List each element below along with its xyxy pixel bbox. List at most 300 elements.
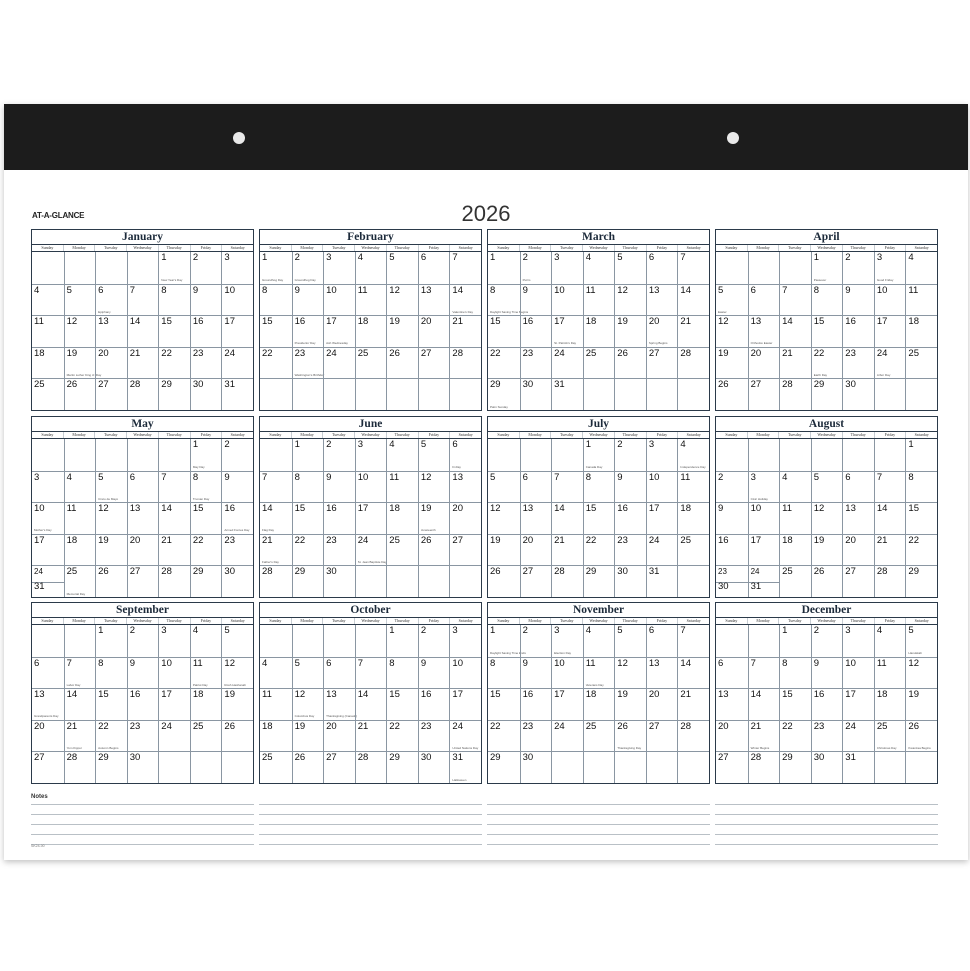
day-cell[interactable]	[386, 315, 418, 347]
day-cell[interactable]	[32, 502, 64, 534]
day-cell[interactable]	[551, 315, 583, 347]
day-cell[interactable]	[677, 751, 709, 783]
day-cell[interactable]	[32, 751, 64, 783]
day-cell[interactable]	[323, 471, 355, 503]
day-cell[interactable]	[646, 378, 678, 410]
day-cell[interactable]	[95, 534, 127, 566]
day-cell[interactable]	[874, 439, 906, 471]
day-cell[interactable]	[386, 534, 418, 566]
day-cell[interactable]	[449, 720, 481, 752]
day-cell[interactable]	[95, 657, 127, 689]
day-cell[interactable]	[386, 439, 418, 471]
day-cell[interactable]	[646, 502, 678, 534]
day-cell[interactable]	[355, 657, 387, 689]
day-cell[interactable]	[811, 534, 843, 566]
day-cell[interactable]	[95, 252, 127, 284]
day-cell[interactable]	[221, 657, 253, 689]
day-cell[interactable]	[677, 347, 709, 379]
day-cell[interactable]	[488, 315, 520, 347]
day-cell[interactable]	[323, 284, 355, 316]
day-cell[interactable]	[449, 347, 481, 379]
day-cell[interactable]	[905, 751, 937, 783]
day-cell[interactable]	[323, 720, 355, 752]
day-cell[interactable]	[386, 688, 418, 720]
day-cell[interactable]	[64, 439, 96, 471]
day-cell[interactable]	[748, 534, 780, 566]
day-cell[interactable]	[449, 625, 481, 657]
day-cell[interactable]	[190, 315, 222, 347]
day-cell[interactable]	[158, 471, 190, 503]
day-cell[interactable]	[811, 471, 843, 503]
day-cell[interactable]	[677, 502, 709, 534]
day-cell[interactable]	[842, 252, 874, 284]
day-cell[interactable]	[355, 471, 387, 503]
day-cell[interactable]	[292, 252, 324, 284]
day-cell[interactable]	[716, 315, 748, 347]
day-cell[interactable]	[646, 439, 678, 471]
day-cell[interactable]	[779, 471, 811, 503]
day-cell[interactable]	[64, 347, 102, 379]
day-cell[interactable]	[260, 657, 292, 689]
day-cell[interactable]	[905, 720, 937, 752]
day-cell[interactable]	[583, 347, 615, 379]
day-cell[interactable]	[260, 502, 292, 534]
day-cell[interactable]	[158, 534, 190, 566]
day-cell[interactable]	[158, 751, 190, 783]
day-cell[interactable]	[811, 502, 843, 534]
day-cell[interactable]	[32, 284, 64, 316]
day-cell[interactable]	[905, 565, 937, 597]
day-cell[interactable]	[64, 471, 96, 503]
day-cell[interactable]	[158, 378, 190, 410]
day-cell[interactable]	[190, 720, 222, 752]
day-cell[interactable]	[323, 534, 355, 566]
day-cell[interactable]	[874, 502, 906, 534]
day-cell[interactable]	[95, 347, 127, 379]
day-cell[interactable]	[583, 751, 615, 783]
day-cell[interactable]	[221, 625, 253, 657]
day-cell[interactable]	[449, 471, 481, 503]
day-cell[interactable]	[32, 657, 64, 689]
day-cell[interactable]	[874, 751, 906, 783]
day-cell[interactable]	[779, 565, 811, 597]
day-cell[interactable]	[449, 657, 481, 689]
day-cell[interactable]	[386, 720, 418, 752]
day-cell[interactable]	[842, 284, 874, 316]
day-cell[interactable]	[520, 565, 552, 597]
day-cell[interactable]	[323, 625, 355, 657]
day-cell[interactable]	[905, 534, 937, 566]
day-cell[interactable]	[158, 688, 190, 720]
day-cell[interactable]	[95, 439, 127, 471]
day-cell[interactable]	[127, 625, 159, 657]
day-cell[interactable]	[95, 751, 127, 783]
day-cell[interactable]	[583, 378, 615, 410]
day-cell[interactable]	[874, 347, 906, 379]
day-cell[interactable]	[583, 625, 615, 657]
day-cell[interactable]	[355, 565, 387, 597]
day-cell[interactable]	[323, 347, 355, 379]
day-cell[interactable]	[614, 471, 646, 503]
day-cell[interactable]	[292, 565, 324, 597]
day-cell[interactable]	[127, 347, 159, 379]
day-cell[interactable]	[748, 688, 780, 720]
day-cell[interactable]	[292, 439, 324, 471]
day-cell[interactable]	[292, 625, 324, 657]
day-cell[interactable]	[748, 565, 780, 597]
day-cell[interactable]	[646, 534, 678, 566]
day-cell[interactable]	[95, 565, 127, 597]
day-cell[interactable]	[95, 284, 127, 316]
day-cell[interactable]	[748, 439, 780, 471]
day-cell[interactable]	[190, 378, 222, 410]
day-cell[interactable]	[677, 625, 709, 657]
day-cell[interactable]	[260, 720, 292, 752]
day-cell[interactable]	[418, 657, 450, 689]
day-cell[interactable]	[905, 625, 937, 657]
day-cell[interactable]	[449, 284, 481, 316]
day-cell[interactable]	[779, 720, 811, 752]
day-cell[interactable]	[355, 347, 387, 379]
day-cell[interactable]	[811, 347, 843, 379]
day-cell[interactable]	[95, 688, 127, 720]
day-cell[interactable]	[748, 625, 780, 657]
day-cell[interactable]	[874, 625, 906, 657]
day-cell[interactable]	[418, 347, 450, 379]
day-cell[interactable]	[127, 471, 159, 503]
day-cell[interactable]	[190, 657, 222, 689]
day-cell[interactable]	[158, 625, 190, 657]
day-cell[interactable]	[779, 284, 811, 316]
day-cell[interactable]	[32, 315, 64, 347]
day-cell[interactable]	[779, 502, 811, 534]
day-cell[interactable]	[64, 534, 96, 566]
day-cell[interactable]	[260, 315, 292, 347]
day-cell[interactable]	[488, 439, 520, 471]
day-cell[interactable]	[779, 439, 811, 471]
day-cell[interactable]	[418, 502, 450, 534]
day-cell[interactable]	[520, 751, 552, 783]
day-cell[interactable]	[583, 439, 615, 471]
day-cell[interactable]	[874, 657, 906, 689]
day-cell[interactable]	[551, 502, 583, 534]
day-cell[interactable]	[355, 720, 387, 752]
day-cell[interactable]	[127, 502, 159, 534]
day-cell[interactable]	[418, 625, 450, 657]
day-cell[interactable]	[488, 347, 520, 379]
day-cell[interactable]	[190, 565, 222, 597]
day-cell[interactable]	[292, 751, 324, 783]
day-cell[interactable]	[874, 471, 906, 503]
day-cell[interactable]	[520, 378, 552, 410]
day-cell[interactable]	[614, 439, 646, 471]
day-cell[interactable]	[842, 625, 874, 657]
day-cell[interactable]	[551, 252, 583, 284]
day-cell[interactable]	[418, 315, 450, 347]
day-cell[interactable]	[677, 657, 709, 689]
day-cell[interactable]	[488, 751, 520, 783]
day-cell[interactable]	[221, 284, 253, 316]
day-cell[interactable]	[874, 284, 906, 316]
day-cell[interactable]	[646, 252, 678, 284]
day-cell[interactable]	[488, 534, 520, 566]
day-cell[interactable]	[748, 378, 780, 410]
day-cell[interactable]	[716, 502, 748, 534]
day-cell[interactable]	[292, 688, 324, 720]
day-cell[interactable]	[551, 565, 583, 597]
day-cell[interactable]	[386, 625, 418, 657]
day-cell[interactable]	[716, 657, 748, 689]
day-cell[interactable]	[190, 751, 222, 783]
day-cell[interactable]	[905, 252, 937, 284]
day-cell[interactable]	[520, 284, 552, 316]
day-cell[interactable]	[260, 252, 292, 284]
day-cell[interactable]	[905, 315, 937, 347]
day-cell[interactable]	[355, 534, 387, 566]
day-cell[interactable]	[551, 439, 583, 471]
day-cell[interactable]	[748, 252, 780, 284]
day-cell[interactable]	[449, 315, 481, 347]
day-cell[interactable]	[292, 284, 324, 316]
day-cell[interactable]	[158, 284, 190, 316]
day-cell[interactable]	[355, 688, 387, 720]
day-cell[interactable]	[64, 315, 96, 347]
day-cell[interactable]	[292, 378, 324, 410]
day-cell[interactable]	[449, 252, 481, 284]
day-cell[interactable]	[646, 751, 678, 783]
day-cell[interactable]	[811, 315, 843, 347]
day-cell[interactable]	[158, 720, 190, 752]
day-cell[interactable]	[292, 720, 324, 752]
day-cell[interactable]	[874, 534, 906, 566]
day-cell[interactable]	[292, 657, 324, 689]
day-cell[interactable]	[127, 657, 159, 689]
day-cell[interactable]	[716, 378, 748, 410]
day-cell[interactable]	[323, 252, 355, 284]
day-cell[interactable]	[95, 502, 127, 534]
day-cell[interactable]	[95, 378, 127, 410]
day-cell[interactable]	[64, 502, 96, 534]
day-cell[interactable]	[32, 565, 64, 597]
day-cell[interactable]	[842, 439, 874, 471]
day-cell[interactable]	[583, 657, 615, 689]
day-cell[interactable]	[811, 720, 843, 752]
day-cell[interactable]	[127, 751, 159, 783]
day-cell[interactable]	[646, 720, 678, 752]
day-cell[interactable]	[64, 284, 96, 316]
day-cell[interactable]	[488, 625, 526, 657]
day-cell[interactable]	[488, 720, 520, 752]
day-cell[interactable]	[127, 720, 159, 752]
day-cell[interactable]	[842, 315, 874, 347]
day-cell[interactable]	[677, 720, 709, 752]
day-cell[interactable]	[190, 502, 222, 534]
day-cell[interactable]	[677, 252, 709, 284]
day-cell[interactable]	[520, 347, 552, 379]
day-cell[interactable]	[190, 284, 222, 316]
day-cell[interactable]	[64, 688, 96, 720]
day-cell[interactable]	[64, 565, 96, 597]
day-cell[interactable]	[811, 284, 843, 316]
day-cell[interactable]	[64, 657, 96, 689]
day-cell[interactable]	[386, 502, 418, 534]
day-cell[interactable]	[95, 315, 127, 347]
day-cell[interactable]	[158, 565, 190, 597]
day-cell[interactable]	[748, 751, 780, 783]
day-cell[interactable]	[677, 565, 709, 597]
day-cell[interactable]	[260, 471, 292, 503]
day-cell[interactable]	[614, 347, 646, 379]
day-cell[interactable]	[449, 378, 481, 410]
day-cell[interactable]	[779, 751, 811, 783]
day-cell[interactable]	[260, 565, 292, 597]
day-cell[interactable]	[842, 378, 874, 410]
day-cell[interactable]	[158, 252, 190, 284]
day-cell[interactable]	[323, 378, 355, 410]
day-cell[interactable]	[779, 347, 811, 379]
day-cell[interactable]	[488, 688, 520, 720]
day-cell[interactable]	[449, 751, 481, 783]
day-cell[interactable]	[488, 502, 520, 534]
day-cell[interactable]	[260, 439, 292, 471]
day-cell[interactable]	[646, 657, 678, 689]
day-cell[interactable]	[842, 534, 874, 566]
day-cell[interactable]	[716, 534, 748, 566]
day-cell[interactable]	[488, 471, 520, 503]
day-cell[interactable]	[874, 688, 906, 720]
day-cell[interactable]	[221, 751, 253, 783]
day-cell[interactable]	[677, 534, 709, 566]
day-cell[interactable]	[811, 688, 843, 720]
day-cell[interactable]	[842, 688, 874, 720]
day-cell[interactable]	[551, 688, 583, 720]
day-cell[interactable]	[127, 252, 159, 284]
day-cell[interactable]	[551, 534, 583, 566]
day-cell[interactable]	[583, 534, 615, 566]
day-cell[interactable]	[386, 378, 418, 410]
day-cell[interactable]	[779, 625, 811, 657]
day-cell[interactable]	[260, 378, 292, 410]
day-cell[interactable]	[221, 534, 253, 566]
day-cell[interactable]	[779, 657, 811, 689]
day-cell[interactable]	[158, 439, 190, 471]
day-cell[interactable]	[905, 657, 937, 689]
day-cell[interactable]	[748, 657, 780, 689]
day-cell[interactable]	[488, 378, 520, 410]
day-cell[interactable]	[811, 252, 843, 284]
day-cell[interactable]	[614, 534, 646, 566]
day-cell[interactable]	[646, 688, 678, 720]
day-cell[interactable]	[158, 657, 190, 689]
day-cell[interactable]	[95, 720, 127, 752]
day-cell[interactable]	[716, 439, 748, 471]
day-cell[interactable]	[488, 565, 520, 597]
day-cell[interactable]	[190, 252, 222, 284]
day-cell[interactable]	[842, 502, 874, 534]
day-cell[interactable]	[551, 720, 583, 752]
day-cell[interactable]	[779, 534, 811, 566]
day-cell[interactable]	[646, 625, 678, 657]
day-cell[interactable]	[551, 378, 583, 410]
day-cell[interactable]	[221, 347, 253, 379]
day-cell[interactable]	[158, 502, 190, 534]
day-cell[interactable]	[221, 439, 253, 471]
day-cell[interactable]	[221, 502, 253, 534]
day-cell[interactable]	[520, 471, 552, 503]
day-cell[interactable]	[127, 284, 159, 316]
day-cell[interactable]	[32, 471, 64, 503]
day-cell[interactable]	[260, 625, 292, 657]
day-cell[interactable]	[905, 378, 937, 410]
day-cell[interactable]	[811, 625, 843, 657]
day-cell[interactable]	[386, 565, 418, 597]
day-cell[interactable]	[95, 625, 127, 657]
day-cell[interactable]	[127, 534, 159, 566]
day-cell[interactable]	[583, 471, 615, 503]
day-cell[interactable]	[811, 378, 843, 410]
day-cell[interactable]	[221, 378, 253, 410]
day-cell[interactable]	[614, 688, 646, 720]
day-cell[interactable]	[583, 284, 615, 316]
day-cell[interactable]	[449, 534, 481, 566]
day-cell[interactable]	[905, 439, 937, 471]
day-cell[interactable]	[323, 439, 355, 471]
day-cell[interactable]	[355, 252, 387, 284]
day-cell[interactable]	[221, 720, 253, 752]
day-cell[interactable]	[190, 688, 222, 720]
day-cell[interactable]	[614, 315, 646, 347]
day-cell[interactable]	[614, 720, 646, 752]
day-cell[interactable]	[323, 315, 355, 347]
day-cell[interactable]	[520, 252, 552, 284]
day-cell[interactable]	[323, 751, 355, 783]
day-cell[interactable]	[418, 688, 450, 720]
day-cell[interactable]	[418, 252, 450, 284]
day-cell[interactable]	[260, 688, 292, 720]
day-cell[interactable]	[811, 439, 843, 471]
day-cell[interactable]	[874, 315, 906, 347]
day-cell[interactable]	[520, 534, 552, 566]
day-cell[interactable]	[127, 315, 159, 347]
day-cell[interactable]	[614, 378, 646, 410]
day-cell[interactable]	[418, 378, 450, 410]
day-cell[interactable]	[677, 471, 709, 503]
day-cell[interactable]	[614, 502, 646, 534]
day-cell[interactable]	[842, 565, 874, 597]
day-cell[interactable]	[716, 688, 748, 720]
day-cell[interactable]	[221, 471, 253, 503]
day-cell[interactable]	[905, 284, 937, 316]
day-cell[interactable]	[905, 347, 937, 379]
day-cell[interactable]	[716, 284, 748, 316]
day-cell[interactable]	[905, 471, 937, 503]
day-cell[interactable]	[583, 688, 615, 720]
day-cell[interactable]	[614, 625, 646, 657]
day-cell[interactable]	[64, 625, 96, 657]
day-cell[interactable]	[190, 347, 222, 379]
day-cell[interactable]	[418, 439, 450, 471]
day-cell[interactable]	[748, 720, 780, 752]
day-cell[interactable]	[260, 534, 292, 566]
day-cell[interactable]	[355, 284, 387, 316]
day-cell[interactable]	[355, 315, 387, 347]
day-cell[interactable]	[874, 565, 906, 597]
day-cell[interactable]	[551, 471, 583, 503]
day-cell[interactable]	[646, 565, 678, 597]
day-cell[interactable]	[418, 720, 450, 752]
day-cell[interactable]	[779, 378, 811, 410]
day-cell[interactable]	[520, 720, 552, 752]
